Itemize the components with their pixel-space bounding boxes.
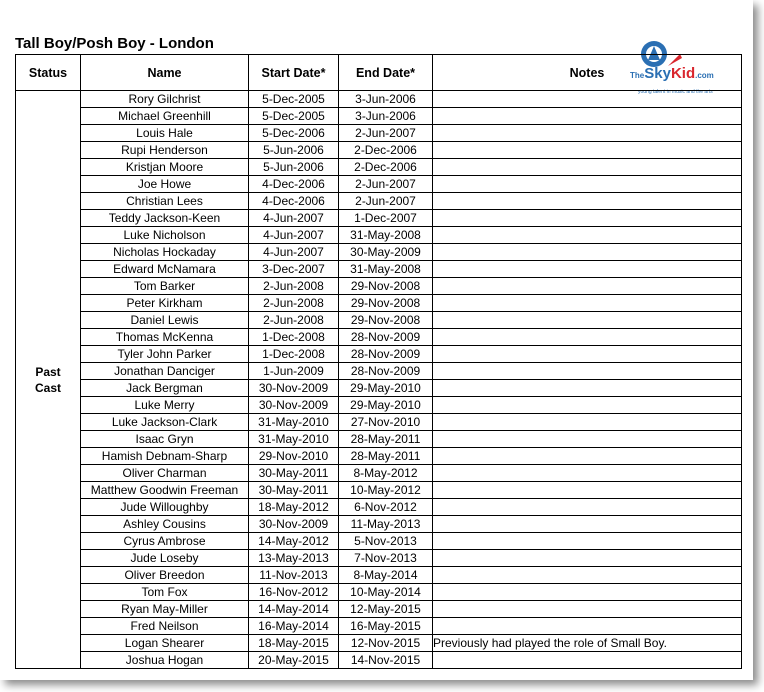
cast-table (15, 54, 742, 669)
start-date-cell: 16-Nov-2012 (249, 584, 339, 601)
table-row (16, 329, 742, 346)
notes-cell (433, 652, 742, 669)
name-cell: Matthew Goodwin Freeman (81, 482, 249, 499)
table-row (16, 159, 742, 176)
name-cell: Jude Loseby (81, 550, 249, 567)
start-date-cell: 1-Jun-2009 (249, 363, 339, 380)
table-row (16, 431, 742, 448)
name-cell: Daniel Lewis (81, 312, 249, 329)
notes-cell (433, 142, 742, 159)
notes-cell (433, 125, 742, 142)
end-date-cell: 12-Nov-2015 (339, 635, 433, 652)
notes-cell (433, 261, 742, 278)
end-date-cell: 2-Jun-2007 (339, 125, 433, 142)
table-row (16, 261, 742, 278)
name-cell: Luke Merry (81, 397, 249, 414)
start-date-cell: 30-Nov-2009 (249, 516, 339, 533)
end-date-cell: 3-Jun-2006 (339, 91, 433, 108)
start-date-cell: 4-Jun-2007 (249, 210, 339, 227)
name-cell: Thomas McKenna (81, 329, 249, 346)
name-cell: Hamish Debnam-Sharp (81, 448, 249, 465)
notes-cell (433, 618, 742, 635)
name-cell: Edward McNamara (81, 261, 249, 278)
name-cell: Michael Greenhill (81, 108, 249, 125)
notes-cell (433, 244, 742, 261)
end-date-column-header: End Date* (339, 55, 433, 91)
notes-cell (433, 380, 742, 397)
end-date-cell: 14-Nov-2015 (339, 652, 433, 669)
notes-cell (433, 465, 742, 482)
table-row (16, 635, 742, 652)
end-date-cell: 28-Nov-2009 (339, 363, 433, 380)
end-date-cell: 29-Nov-2008 (339, 295, 433, 312)
start-date-cell: 5-Dec-2005 (249, 108, 339, 125)
notes-cell (433, 533, 742, 550)
end-date-cell: 8-May-2014 (339, 567, 433, 584)
notes-cell (433, 91, 742, 108)
status-label-line-1: Past (35, 364, 61, 379)
end-date-cell: 2-Dec-2006 (339, 142, 433, 159)
name-cell: Kristjan Moore (81, 159, 249, 176)
start-date-cell: 5-Dec-2005 (249, 91, 339, 108)
notes-cell (433, 584, 742, 601)
end-date-cell: 10-May-2014 (339, 584, 433, 601)
name-cell: Oliver Charman (81, 465, 249, 482)
end-date-cell: 29-May-2010 (339, 397, 433, 414)
end-date-cell: 1-Dec-2007 (339, 210, 433, 227)
table-row (16, 414, 742, 431)
notes-cell (433, 601, 742, 618)
end-date-cell: 16-May-2015 (339, 618, 433, 635)
name-cell: Joshua Hogan (81, 652, 249, 669)
notes-cell (433, 329, 742, 346)
name-cell: Tom Barker (81, 278, 249, 295)
start-date-cell: 18-May-2012 (249, 499, 339, 516)
end-date-cell: 10-May-2012 (339, 482, 433, 499)
table-row (16, 652, 742, 669)
name-cell: Peter Kirkham (81, 295, 249, 312)
table-row (16, 193, 742, 210)
notes-cell (433, 346, 742, 363)
start-date-cell: 3-Dec-2007 (249, 261, 339, 278)
table-row (16, 91, 742, 108)
start-date-cell: 4-Jun-2007 (249, 227, 339, 244)
end-date-cell: 28-May-2011 (339, 448, 433, 465)
end-date-cell: 31-May-2008 (339, 261, 433, 278)
table-row (16, 295, 742, 312)
end-date-cell: 2-Dec-2006 (339, 159, 433, 176)
start-date-cell: 14-May-2012 (249, 533, 339, 550)
notes-cell (433, 516, 742, 533)
table-row (16, 380, 742, 397)
end-date-cell: 5-Nov-2013 (339, 533, 433, 550)
table-row (16, 601, 742, 618)
name-column-header: Name (81, 55, 249, 91)
name-cell: Tyler John Parker (81, 346, 249, 363)
notes-cell (433, 295, 742, 312)
table-row (16, 584, 742, 601)
start-date-cell: 2-Jun-2008 (249, 295, 339, 312)
table-row (16, 499, 742, 516)
name-cell: Jude Willoughby (81, 499, 249, 516)
table-row (16, 108, 742, 125)
start-date-cell: 4-Dec-2006 (249, 176, 339, 193)
start-date-cell: 30-Nov-2009 (249, 397, 339, 414)
start-date-cell: 14-May-2014 (249, 601, 339, 618)
status-cell (16, 91, 81, 669)
name-cell: Nicholas Hockaday (81, 244, 249, 261)
end-date-cell: 6-Nov-2012 (339, 499, 433, 516)
notes-cell (433, 193, 742, 210)
start-date-cell: 5-Jun-2006 (249, 142, 339, 159)
start-date-cell: 5-Jun-2006 (249, 159, 339, 176)
start-date-cell: 29-Nov-2010 (249, 448, 339, 465)
name-cell: Logan Shearer (81, 635, 249, 652)
end-date-cell: 27-Nov-2010 (339, 414, 433, 431)
start-date-cell: 30-May-2011 (249, 482, 339, 499)
end-date-cell: 8-May-2012 (339, 465, 433, 482)
table-row (16, 482, 742, 499)
start-date-cell: 5-Dec-2006 (249, 125, 339, 142)
table-row (16, 210, 742, 227)
table-row (16, 142, 742, 159)
notes-cell (433, 278, 742, 295)
notes-cell (433, 567, 742, 584)
name-cell: Luke Nicholson (81, 227, 249, 244)
name-cell: Oliver Breedon (81, 567, 249, 584)
start-date-cell: 4-Dec-2006 (249, 193, 339, 210)
table-row (16, 550, 742, 567)
start-date-cell: 31-May-2010 (249, 414, 339, 431)
notes-cell (433, 210, 742, 227)
table-row (16, 227, 742, 244)
name-cell: Fred Neilson (81, 618, 249, 635)
notes-cell (433, 159, 742, 176)
status-column-header: Status (16, 55, 81, 91)
start-date-cell: 20-May-2015 (249, 652, 339, 669)
end-date-cell: 7-Nov-2013 (339, 550, 433, 567)
start-date-cell: 2-Jun-2008 (249, 278, 339, 295)
logo-tagline: young talent in music and the arts (638, 89, 713, 95)
notes-cell (433, 431, 742, 448)
name-cell: Jonathan Danciger (81, 363, 249, 380)
end-date-cell: 28-Nov-2009 (339, 346, 433, 363)
name-cell: Joe Howe (81, 176, 249, 193)
name-cell: Ryan May-Miller (81, 601, 249, 618)
end-date-cell: 2-Jun-2007 (339, 193, 433, 210)
table-row (16, 363, 742, 380)
end-date-cell: 2-Jun-2007 (339, 176, 433, 193)
name-cell: Teddy Jackson-Keen (81, 210, 249, 227)
start-date-cell: 4-Jun-2007 (249, 244, 339, 261)
name-cell: Luke Jackson-Clark (81, 414, 249, 431)
table-row (16, 176, 742, 193)
status-label-line-2: Cast (34, 380, 61, 395)
notes-cell (433, 363, 742, 380)
name-cell: Louis Hale (81, 125, 249, 142)
table-row (16, 448, 742, 465)
notes-cell (433, 312, 742, 329)
table-row (16, 244, 742, 261)
start-date-cell: 30-Nov-2009 (249, 380, 339, 397)
start-date-cell: 16-May-2014 (249, 618, 339, 635)
start-date-cell: 30-May-2011 (249, 465, 339, 482)
name-cell: Cyrus Ambrose (81, 533, 249, 550)
end-date-cell: 30-May-2009 (339, 244, 433, 261)
table-row (16, 618, 742, 635)
table-row (16, 397, 742, 414)
notes-cell (433, 499, 742, 516)
end-date-cell: 3-Jun-2006 (339, 108, 433, 125)
notes-cell (433, 176, 742, 193)
end-date-cell: 12-May-2015 (339, 601, 433, 618)
start-date-cell: 1-Dec-2008 (249, 329, 339, 346)
table-header-row (16, 55, 742, 91)
table-row (16, 516, 742, 533)
end-date-cell: 28-Nov-2009 (339, 329, 433, 346)
table-row (16, 278, 742, 295)
name-cell: Isaac Gryn (81, 431, 249, 448)
name-cell: Rory Gilchrist (81, 91, 249, 108)
table-row (16, 125, 742, 142)
start-date-cell: 31-May-2010 (249, 431, 339, 448)
notes-cell (433, 550, 742, 567)
end-date-cell: 29-Nov-2008 (339, 312, 433, 329)
notes-cell (433, 414, 742, 431)
notes-cell (433, 482, 742, 499)
table-row (16, 312, 742, 329)
table-row (16, 465, 742, 482)
start-date-cell: 13-May-2013 (249, 550, 339, 567)
notes-cell (433, 108, 742, 125)
name-cell: Ashley Cousins (81, 516, 249, 533)
end-date-cell: 11-May-2013 (339, 516, 433, 533)
name-cell: Tom Fox (81, 584, 249, 601)
end-date-cell: 31-May-2008 (339, 227, 433, 244)
notes-column-header: Notes (433, 55, 742, 91)
end-date-cell: 28-May-2011 (339, 431, 433, 448)
name-cell: Christian Lees (81, 193, 249, 210)
table-row (16, 346, 742, 363)
start-date-cell: 11-Nov-2013 (249, 567, 339, 584)
start-date-cell: 2-Jun-2008 (249, 312, 339, 329)
logo-wordmark: TheSkyKid.com (630, 65, 714, 82)
name-cell: Jack Bergman (81, 380, 249, 397)
notes-cell (433, 448, 742, 465)
table-row (16, 533, 742, 550)
page-title: Tall Boy/Posh Boy - London (15, 35, 214, 52)
name-cell: Rupi Henderson (81, 142, 249, 159)
start-date-cell: 18-May-2015 (249, 635, 339, 652)
notes-cell (433, 397, 742, 414)
end-date-cell: 29-Nov-2008 (339, 278, 433, 295)
notes-cell (433, 227, 742, 244)
table-body (16, 91, 742, 669)
start-date-column-header: Start Date* (249, 55, 339, 91)
notes-cell: Previously had played the role of Small Boy. (433, 635, 742, 652)
end-date-cell: 29-May-2010 (339, 380, 433, 397)
table-row (16, 567, 742, 584)
start-date-cell: 1-Dec-2008 (249, 346, 339, 363)
